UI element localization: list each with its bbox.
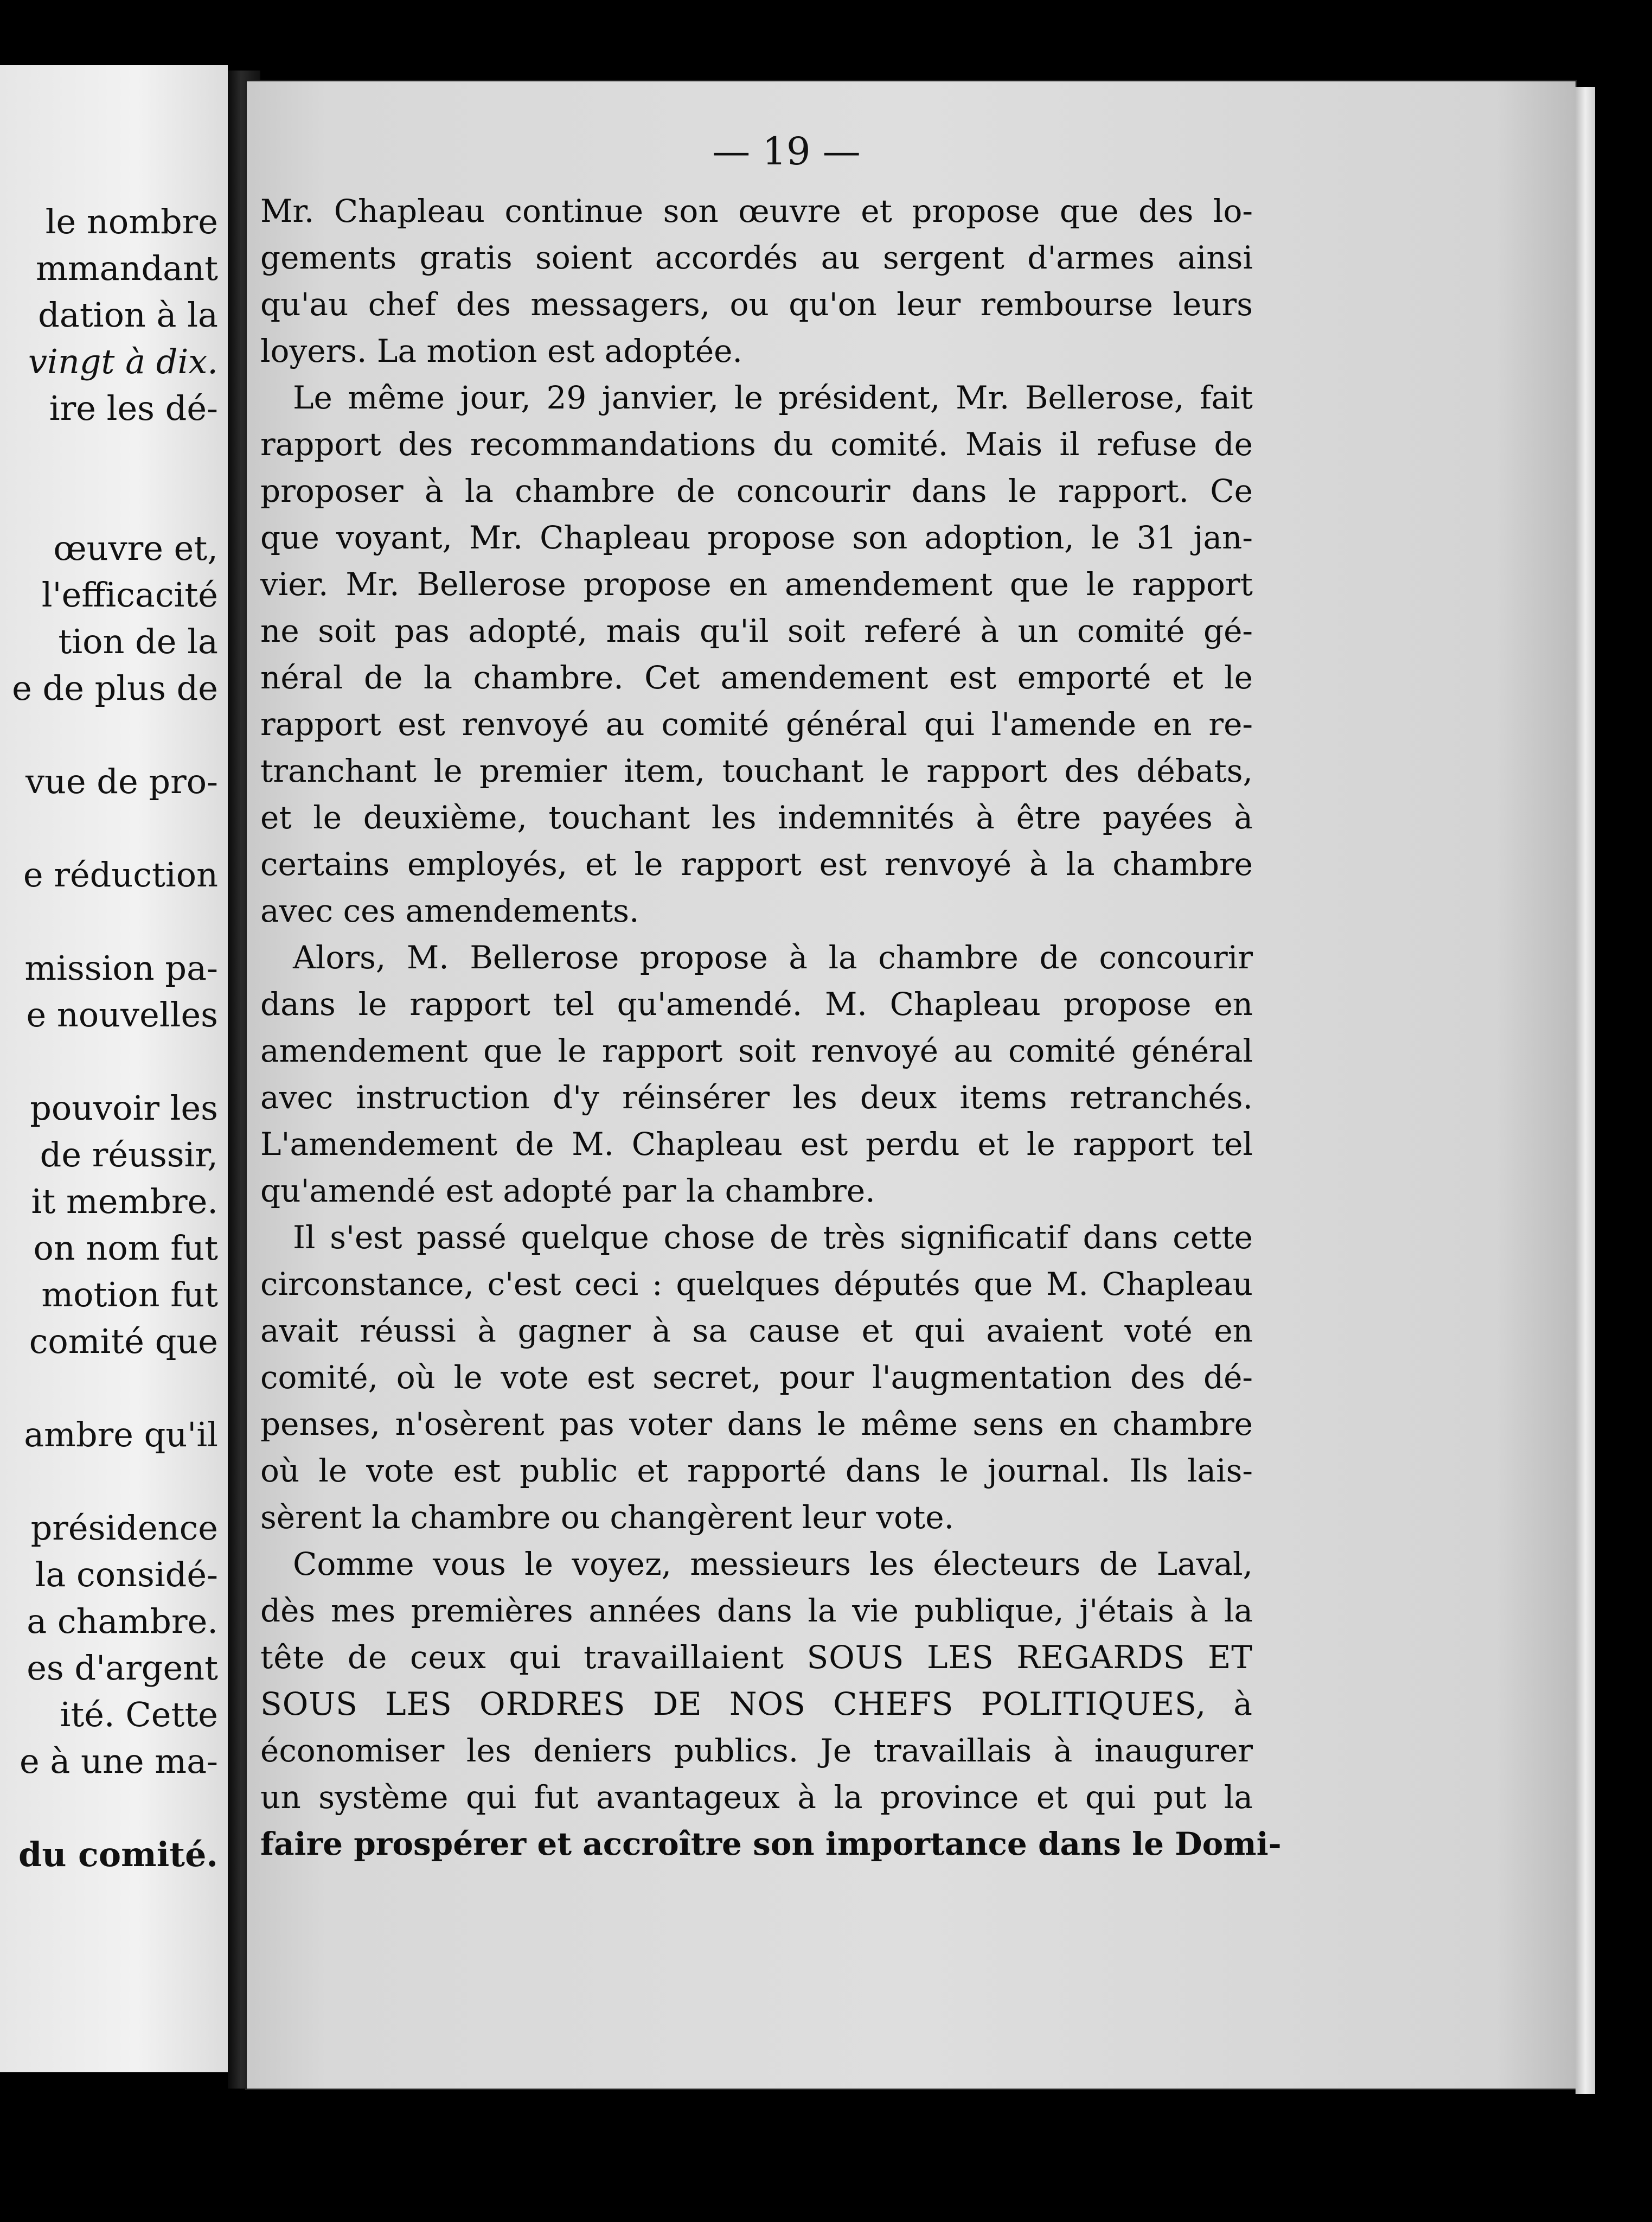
text-line: avait réussi à gagner à sa cause et qui avaient voté en: [260, 1312, 1253, 1349]
text-line: amendement que le rapport soit renvoyé au comité général: [260, 1032, 1253, 1069]
left-page-line: tion de la: [58, 622, 218, 661]
text-line: que voyant, Mr. Chapleau propose son adoption, le 31 jan-: [260, 519, 1253, 556]
text-line: faire prospérer et accroître son importance dans le Domi-: [260, 1825, 1282, 1862]
left-page-line: mmandant: [36, 248, 218, 288]
left-page-line: e de plus de: [12, 668, 218, 708]
text-line: proposer à la chambre de concourir dans le rapport. Ce: [260, 473, 1253, 509]
text-line: L'amendement de M. Chapleau est perdu et le rapport tel: [260, 1126, 1253, 1163]
left-page-line: la considé-: [35, 1555, 218, 1594]
left-page-line: mission pa-: [24, 948, 218, 988]
text-line: dans le rapport tel qu'amendé. M. Chapleau propose en: [260, 986, 1253, 1023]
page-edge: [1576, 87, 1595, 2094]
left-page-line: e nouvelles: [26, 995, 218, 1035]
text-line: dès mes premières années dans la vie publique, j'étais à la: [260, 1592, 1253, 1629]
text-line: loyers. La motion est adoptée.: [260, 333, 742, 369]
text-line: néral de la chambre. Cet amendement est emporté et le: [260, 659, 1253, 696]
left-page-line: ire les dé-: [49, 388, 218, 428]
text-line: gements gratis soient accordés au sergent d'armes ainsi: [260, 239, 1253, 276]
left-page-line: le nombre: [45, 202, 218, 241]
left-page-line: it membre.: [31, 1182, 218, 1221]
left-page-line: du comité.: [18, 1835, 218, 1874]
left-page-line: motion fut: [41, 1275, 218, 1314]
left-page-line: œuvre et,: [53, 528, 218, 568]
text-line: économiser les deniers publics. Je travaillais à inaugurer: [260, 1732, 1253, 1769]
text-line: comité, où le vote est secret, pour l'augmentation des dé-: [260, 1359, 1253, 1396]
text-line: rapport des recommandations du comité. Mais il refuse de: [260, 426, 1253, 463]
text-line: tranchant le premier item, touchant le rapport des débats,: [260, 752, 1253, 789]
text-line: un système qui fut avantageux à la province et qui put la: [260, 1779, 1253, 1816]
left-page-line: comité que: [29, 1321, 218, 1361]
text-line: penses, n'osèrent pas voter dans le même sens en chambre: [260, 1406, 1253, 1442]
left-page-line: dation à la: [38, 295, 218, 335]
left-page-line: présidence: [30, 1508, 218, 1548]
left-page-line: de réussir,: [40, 1135, 218, 1174]
left-page-line: es d'argent: [27, 1648, 218, 1688]
left-page-line: vingt à dix.: [28, 342, 218, 381]
text-line: Le même jour, 29 janvier, le président, Mr. Bellerose, fait: [293, 379, 1253, 416]
text-line: où le vote est public et rapporté dans le journal. Ils lais-: [260, 1452, 1253, 1489]
text-line: Il s'est passé quelque chose de très significatif dans cette: [293, 1219, 1253, 1256]
text-line: Alors, M. Bellerose propose à la chambre de concourir: [293, 939, 1253, 976]
left-page-line: vue de pro-: [25, 762, 218, 801]
previous-page-fragment: [0, 65, 228, 2072]
left-page-line: l'efficacité: [41, 575, 218, 615]
text-line: tête de ceux qui travaillaient SOUS LES REGARDS ET: [260, 1639, 1253, 1676]
left-page-line: ité. Cette: [60, 1695, 218, 1734]
text-line: rapport est renvoyé au comité général qui l'amende en re-: [260, 706, 1253, 743]
text-line: qu'amendé est adopté par la chambre.: [260, 1172, 875, 1209]
text-line: ne soit pas adopté, mais qu'il soit referé à un comité gé-: [260, 612, 1253, 649]
text-line: circonstance, c'est ceci : quelques députés que M. Chapleau: [260, 1266, 1253, 1302]
left-page-line: on nom fut: [33, 1228, 218, 1268]
text-line: vier. Mr. Bellerose propose en amendement que le rapport: [260, 566, 1253, 603]
text-line: SOUS LES ORDRES DE NOS CHEFS POLITIQUES, à: [260, 1685, 1253, 1722]
left-page-line: ambre qu'il: [24, 1415, 218, 1454]
text-line: avec ces amendements.: [260, 892, 639, 929]
text-line: avec instruction d'y réinsérer les deux items retranchés.: [260, 1079, 1253, 1116]
text-line: certains employés, et le rapport est renvoyé à la chambre: [260, 846, 1253, 883]
page-number: — 19 —: [712, 129, 861, 174]
text-line: sèrent la chambre ou changèrent leur vote.: [260, 1499, 955, 1536]
left-page-line: e à une ma-: [19, 1741, 218, 1781]
text-line: qu'au chef des messagers, ou qu'on leur rembourse leurs: [260, 286, 1253, 323]
text-line: Comme vous le voyez, messieurs les électeurs de Laval,: [293, 1546, 1253, 1582]
left-page-line: pouvoir les: [30, 1088, 218, 1128]
left-page-line: e réduction: [23, 855, 218, 895]
text-line: Mr. Chapleau continue son œuvre et propose que des lo-: [260, 193, 1253, 229]
text-line: et le deuxième, touchant les indemnités à être payées à: [260, 799, 1253, 836]
left-page-line: a chambre.: [27, 1601, 218, 1641]
